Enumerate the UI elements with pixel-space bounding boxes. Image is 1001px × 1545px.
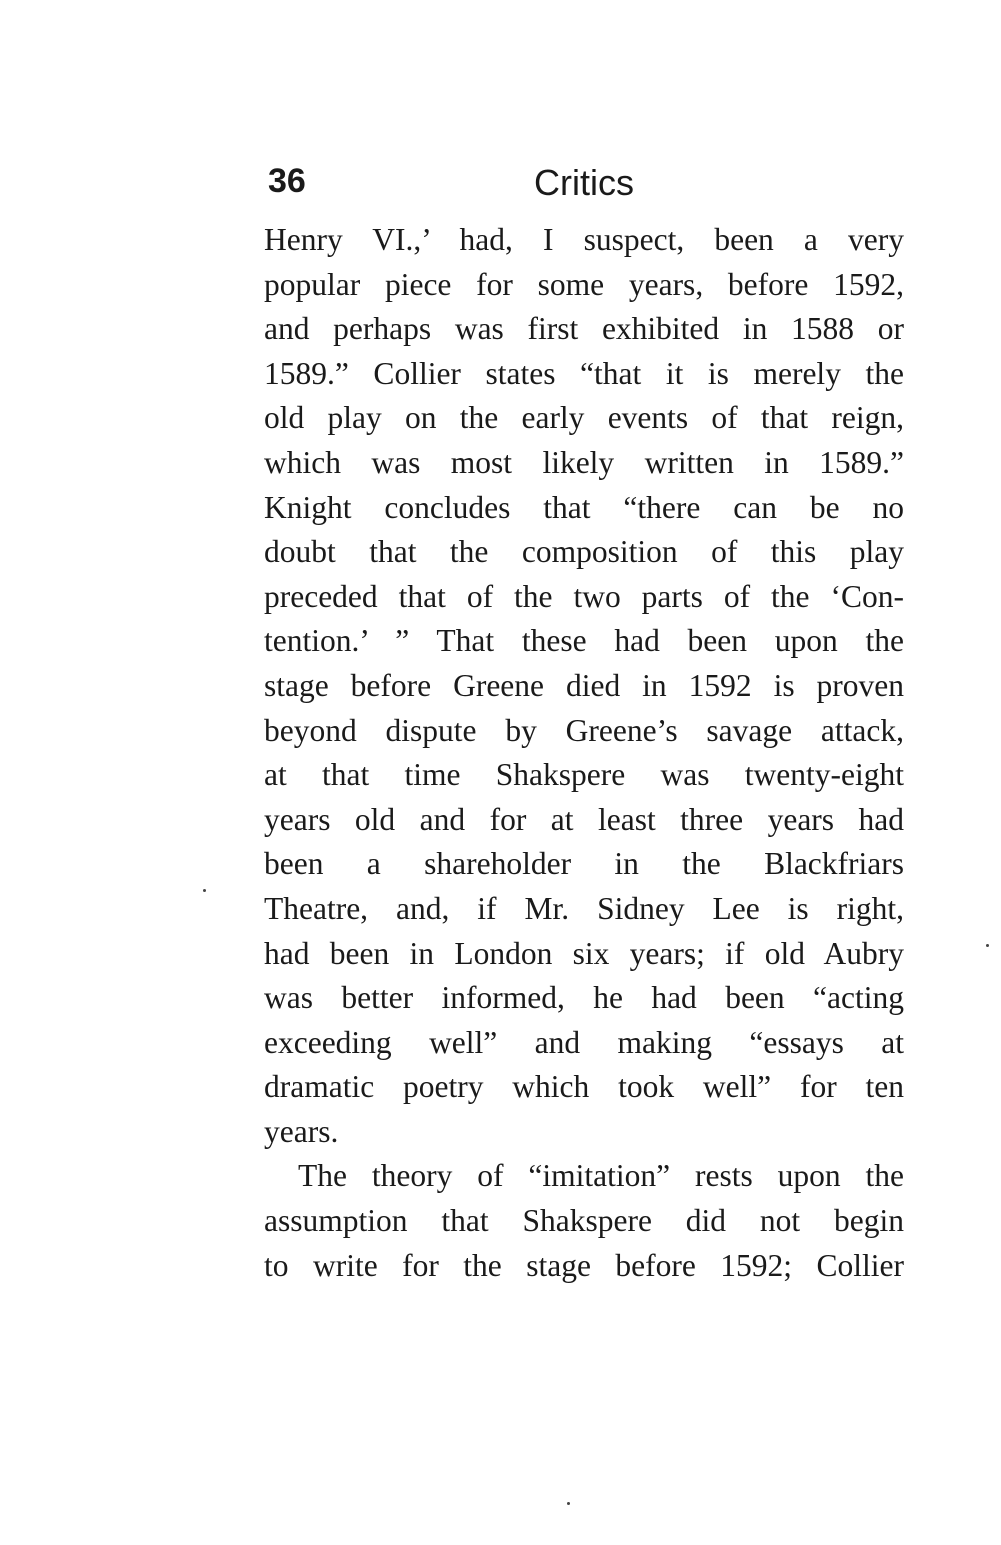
text-line: had been in London six years; if old Aubry [264,935,904,971]
paragraph-2 [264,1154,904,1288]
text-line: The theory of “imitation” rests upon the [298,1158,904,1194]
text-line: and perhaps was first exhibited in 1588 or [264,311,904,347]
running-title: Critics [534,162,634,203]
text-line: at that time Shakspere was twenty-eight [264,757,904,793]
scan-speck [203,889,206,892]
text-line: doubt that the composition of this play [264,534,904,570]
text-line: to write for the stage before 1592; Collier [264,1247,904,1283]
scan-speck [567,1502,570,1505]
scan-speck [986,944,989,947]
text-line: 1589.” Collier states “that it is merely the [264,355,904,391]
text-line: old play on the early events of that reign, [264,400,904,436]
text-line: Theatre, and, if Mr. Sidney Lee is right, [264,890,904,926]
text-line: tention.’ ” That these had been upon the [264,623,904,659]
running-head [264,160,904,220]
text-line: been a shareholder in the Blackfriars [264,846,904,882]
page-number: 36 [268,162,306,200]
text-line: popular piece for some years, before 1592, [264,266,904,302]
text-line: dramatic poetry which took well” for ten [264,1069,904,1105]
text-line: assumption that Shakspere did not begin [264,1203,904,1239]
text-line: Knight concludes that “there can be no [264,489,904,525]
text-line: was better informed, he had been “acting [264,980,904,1016]
text-line: years old and for at least three years had [264,801,904,837]
text-line: Henry VI.,’ had, I suspect, been a very [264,222,904,257]
body-text [264,218,904,1288]
paragraph-1 [264,218,904,1154]
text-line: beyond dispute by Greene’s savage attack, [264,712,904,748]
text-line: years. [264,1113,339,1149]
text-line: exceeding well” and making “essays at [264,1024,904,1060]
text-line: preceded that of the two parts of the ‘Con- [264,578,904,614]
text-line: which was most likely written in 1589.” [264,444,904,480]
text-line: stage before Greene died in 1592 is proven [264,667,904,703]
